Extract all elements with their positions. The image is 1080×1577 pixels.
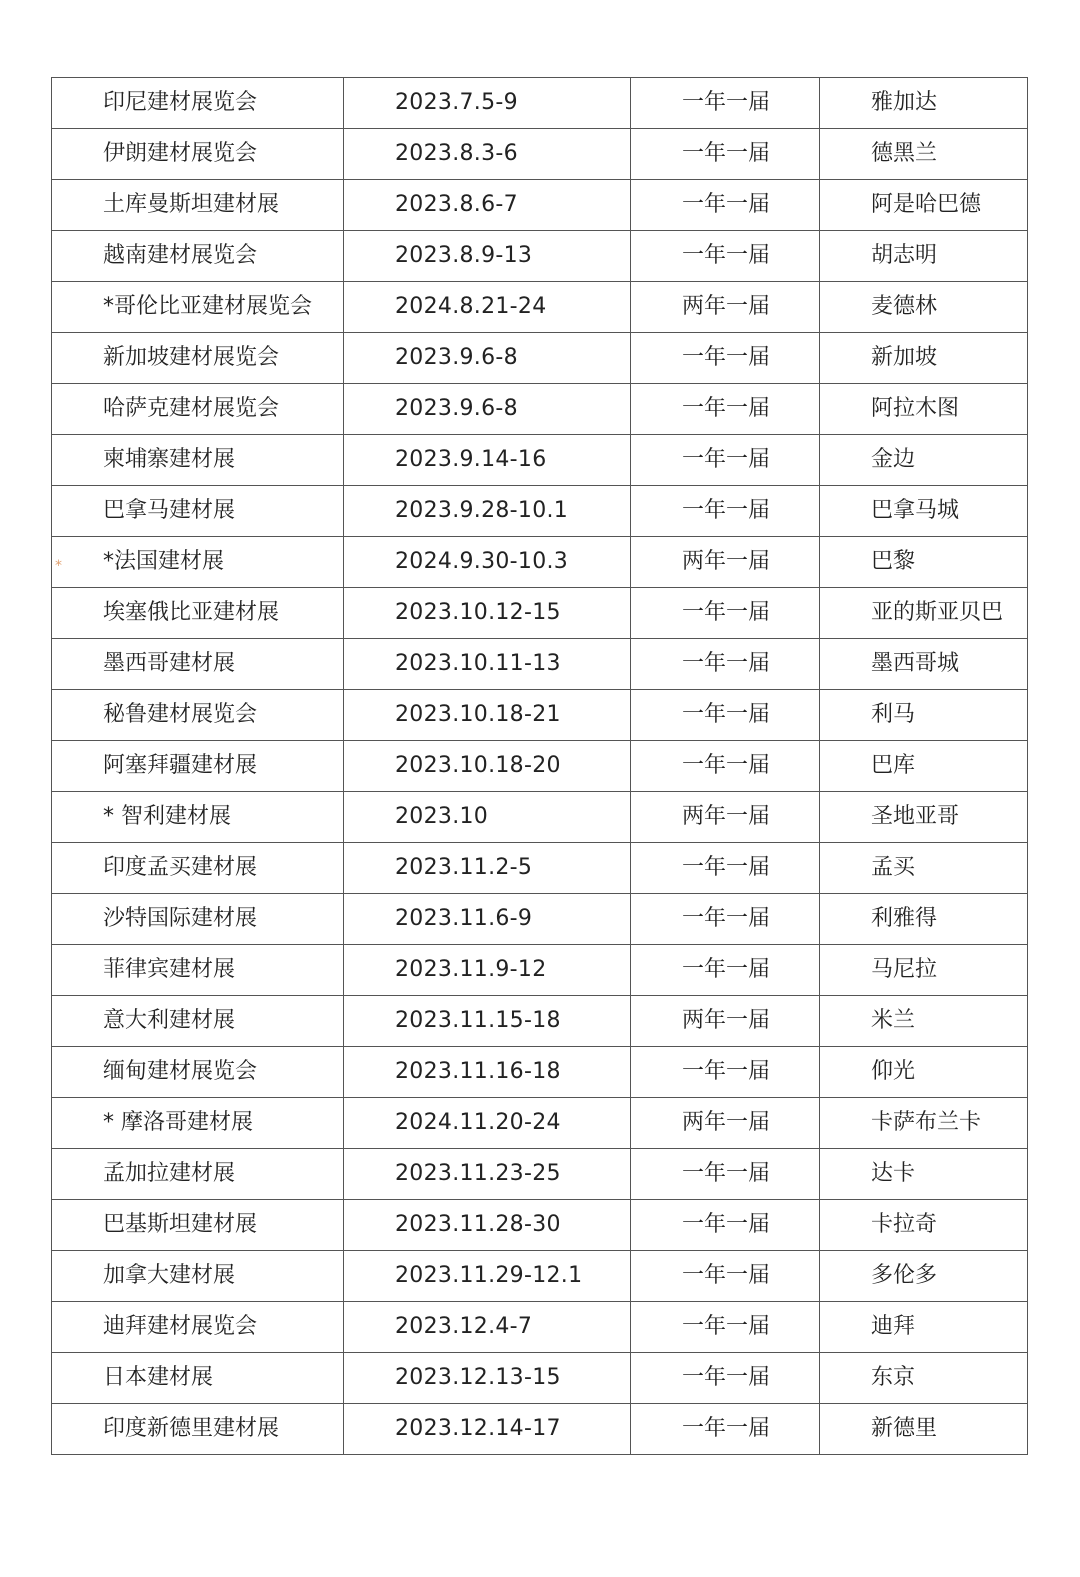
exhibition-date-cell: 2023.12.14-17: [344, 1404, 631, 1455]
exhibition-city-cell: 新加坡: [820, 333, 1028, 384]
table-row: [52, 486, 1028, 537]
exhibition-city-cell: 雅加达: [820, 78, 1028, 129]
exhibition-frequency-cell: 一年一届: [631, 333, 820, 384]
exhibition-name-cell: 印尼建材展览会: [52, 78, 344, 129]
exhibition-frequency-cell: 一年一届: [631, 384, 820, 435]
exhibition-name-cell: 日本建材展: [52, 1353, 344, 1404]
exhibition-name-cell: 印度新德里建材展: [52, 1404, 344, 1455]
exhibition-name-cell: 伊朗建材展览会: [52, 129, 344, 180]
exhibition-city-cell: 迪拜: [820, 1302, 1028, 1353]
exhibition-name-cell: 巴拿马建材展: [52, 486, 344, 537]
exhibition-frequency-cell: 一年一届: [631, 1404, 820, 1455]
exhibition-city-cell: 阿拉木图: [820, 384, 1028, 435]
exhibition-city-cell: 墨西哥城: [820, 639, 1028, 690]
table-row: [52, 282, 1028, 333]
table-row: [52, 588, 1028, 639]
table-row: [52, 1149, 1028, 1200]
exhibition-frequency-cell: 一年一届: [631, 894, 820, 945]
exhibition-city-cell: 麦德林: [820, 282, 1028, 333]
table-row: [52, 1404, 1028, 1455]
exhibition-name-cell: 加拿大建材展: [52, 1251, 344, 1302]
exhibition-frequency-cell: 一年一届: [631, 741, 820, 792]
table-row: [52, 894, 1028, 945]
exhibition-name-cell: 越南建材展览会: [52, 231, 344, 282]
exhibition-city-cell: 卡拉奇: [820, 1200, 1028, 1251]
exhibition-name-cell: 柬埔寨建材展: [52, 435, 344, 486]
exhibition-city-cell: 达卡: [820, 1149, 1028, 1200]
exhibition-date-cell: 2023.9.6-8: [344, 333, 631, 384]
exhibition-frequency-cell: 一年一届: [631, 843, 820, 894]
exhibition-city-cell: 新德里: [820, 1404, 1028, 1455]
exhibition-date-cell: 2023.11.9-12: [344, 945, 631, 996]
exhibition-frequency-cell: 两年一届: [631, 792, 820, 843]
exhibition-date-cell: 2023.8.6-7: [344, 180, 631, 231]
exhibition-name-cell: 沙特国际建材展: [52, 894, 344, 945]
exhibition-frequency-cell: 一年一届: [631, 1353, 820, 1404]
exhibition-frequency-cell: 一年一届: [631, 1251, 820, 1302]
exhibition-date-cell: 2023.9.28-10.1: [344, 486, 631, 537]
table-row: [52, 537, 1028, 588]
exhibition-date-cell: 2023.9.6-8: [344, 384, 631, 435]
exhibition-name-cell: * 智利建材展: [52, 792, 344, 843]
exhibition-date-cell: 2023.12.4-7: [344, 1302, 631, 1353]
exhibition-date-cell: 2023.11.2-5: [344, 843, 631, 894]
table-row: [52, 639, 1028, 690]
exhibition-name-cell: * 摩洛哥建材展: [52, 1098, 344, 1149]
table-row: [52, 996, 1028, 1047]
exhibition-date-cell: 2023.11.6-9: [344, 894, 631, 945]
exhibition-city-cell: 阿是哈巴德: [820, 180, 1028, 231]
exhibition-name-cell: 菲律宾建材展: [52, 945, 344, 996]
exhibition-frequency-cell: 一年一届: [631, 588, 820, 639]
exhibition-city-cell: 巴库: [820, 741, 1028, 792]
exhibition-name-cell: 缅甸建材展览会: [52, 1047, 344, 1098]
exhibition-date-cell: 2023.10.11-13: [344, 639, 631, 690]
exhibition-city-cell: 胡志明: [820, 231, 1028, 282]
exhibition-frequency-cell: 两年一届: [631, 282, 820, 333]
table-row: [52, 1047, 1028, 1098]
exhibition-name-cell: 阿塞拜疆建材展: [52, 741, 344, 792]
expo-schedule-table: [51, 77, 1028, 1455]
exhibition-name-cell: 土库曼斯坦建材展: [52, 180, 344, 231]
exhibition-city-cell: 孟买: [820, 843, 1028, 894]
exhibition-date-cell: 2023.10.18-20: [344, 741, 631, 792]
exhibition-date-cell: 2023.10: [344, 792, 631, 843]
exhibition-date-cell: 2024.9.30-10.3: [344, 537, 631, 588]
exhibition-frequency-cell: 一年一届: [631, 231, 820, 282]
exhibition-date-cell: 2023.10.12-15: [344, 588, 631, 639]
exhibition-frequency-cell: 一年一届: [631, 1200, 820, 1251]
table-row: [52, 945, 1028, 996]
exhibition-city-cell: 米兰: [820, 996, 1028, 1047]
exhibition-date-cell: 2023.11.23-25: [344, 1149, 631, 1200]
exhibition-date-cell: 2024.8.21-24: [344, 282, 631, 333]
exhibition-date-cell: 2023.8.9-13: [344, 231, 631, 282]
table-row: [52, 741, 1028, 792]
exhibition-city-cell: 巴黎: [820, 537, 1028, 588]
table-row: [52, 1353, 1028, 1404]
exhibition-name-cell: 孟加拉建材展: [52, 1149, 344, 1200]
exhibition-name-cell: 印度孟买建材展: [52, 843, 344, 894]
exhibition-city-cell: 利雅得: [820, 894, 1028, 945]
exhibition-date-cell: 2023.11.15-18: [344, 996, 631, 1047]
exhibition-name-cell: *法国建材展: [52, 537, 344, 588]
exhibition-frequency-cell: 一年一届: [631, 690, 820, 741]
exhibition-name-cell: 埃塞俄比亚建材展: [52, 588, 344, 639]
exhibition-city-cell: 金边: [820, 435, 1028, 486]
table-row: [52, 1302, 1028, 1353]
exhibition-city-cell: 卡萨布兰卡: [820, 1098, 1028, 1149]
exhibition-date-cell: 2023.11.28-30: [344, 1200, 631, 1251]
exhibition-frequency-cell: 一年一届: [631, 78, 820, 129]
exhibition-frequency-cell: 一年一届: [631, 1302, 820, 1353]
exhibition-name-cell: 秘鲁建材展览会: [52, 690, 344, 741]
exhibition-city-cell: 马尼拉: [820, 945, 1028, 996]
exhibition-frequency-cell: 一年一届: [631, 486, 820, 537]
table-row: [52, 384, 1028, 435]
table-row: [52, 792, 1028, 843]
exhibition-date-cell: 2023.11.29-12.1: [344, 1251, 631, 1302]
exhibition-date-cell: 2023.8.3-6: [344, 129, 631, 180]
exhibition-frequency-cell: 一年一届: [631, 945, 820, 996]
exhibition-name-cell: 哈萨克建材展览会: [52, 384, 344, 435]
table-row: [52, 690, 1028, 741]
exhibition-frequency-cell: 一年一届: [631, 639, 820, 690]
exhibition-name-cell: 新加坡建材展览会: [52, 333, 344, 384]
exhibition-date-cell: 2023.10.18-21: [344, 690, 631, 741]
table-row: [52, 231, 1028, 282]
exhibition-frequency-cell: 一年一届: [631, 180, 820, 231]
exhibition-city-cell: 多伦多: [820, 1251, 1028, 1302]
table-row: [52, 78, 1028, 129]
exhibition-frequency-cell: 两年一届: [631, 1098, 820, 1149]
exhibition-date-cell: 2023.7.5-9: [344, 78, 631, 129]
exhibition-frequency-cell: 两年一届: [631, 996, 820, 1047]
exhibition-name-cell: *哥伦比亚建材展览会: [52, 282, 344, 333]
exhibition-frequency-cell: 一年一届: [631, 1047, 820, 1098]
margin-asterisk: *: [55, 558, 62, 574]
exhibition-date-cell: 2024.11.20-24: [344, 1098, 631, 1149]
table-row: [52, 1200, 1028, 1251]
table-row: [52, 1251, 1028, 1302]
table-row: [52, 180, 1028, 231]
expo-schedule-sheet: [51, 77, 1027, 1455]
exhibition-date-cell: 2023.12.13-15: [344, 1353, 631, 1404]
exhibition-frequency-cell: 两年一届: [631, 537, 820, 588]
exhibition-city-cell: 圣地亚哥: [820, 792, 1028, 843]
exhibition-frequency-cell: 一年一届: [631, 435, 820, 486]
exhibition-city-cell: 利马: [820, 690, 1028, 741]
exhibition-city-cell: 巴拿马城: [820, 486, 1028, 537]
exhibition-city-cell: 德黑兰: [820, 129, 1028, 180]
exhibition-city-cell: 仰光: [820, 1047, 1028, 1098]
table-row: [52, 1098, 1028, 1149]
exhibition-name-cell: 墨西哥建材展: [52, 639, 344, 690]
exhibition-name-cell: 意大利建材展: [52, 996, 344, 1047]
exhibition-name-cell: 迪拜建材展览会: [52, 1302, 344, 1353]
expo-table-body: [52, 78, 1028, 1455]
exhibition-date-cell: 2023.11.16-18: [344, 1047, 631, 1098]
exhibition-frequency-cell: 一年一届: [631, 129, 820, 180]
exhibition-city-cell: 亚的斯亚贝巴: [820, 588, 1028, 639]
table-row: [52, 843, 1028, 894]
exhibition-frequency-cell: 一年一届: [631, 1149, 820, 1200]
exhibition-date-cell: 2023.9.14-16: [344, 435, 631, 486]
table-row: [52, 129, 1028, 180]
table-row: [52, 435, 1028, 486]
exhibition-city-cell: 东京: [820, 1353, 1028, 1404]
table-row: [52, 333, 1028, 384]
exhibition-name-cell: 巴基斯坦建材展: [52, 1200, 344, 1251]
